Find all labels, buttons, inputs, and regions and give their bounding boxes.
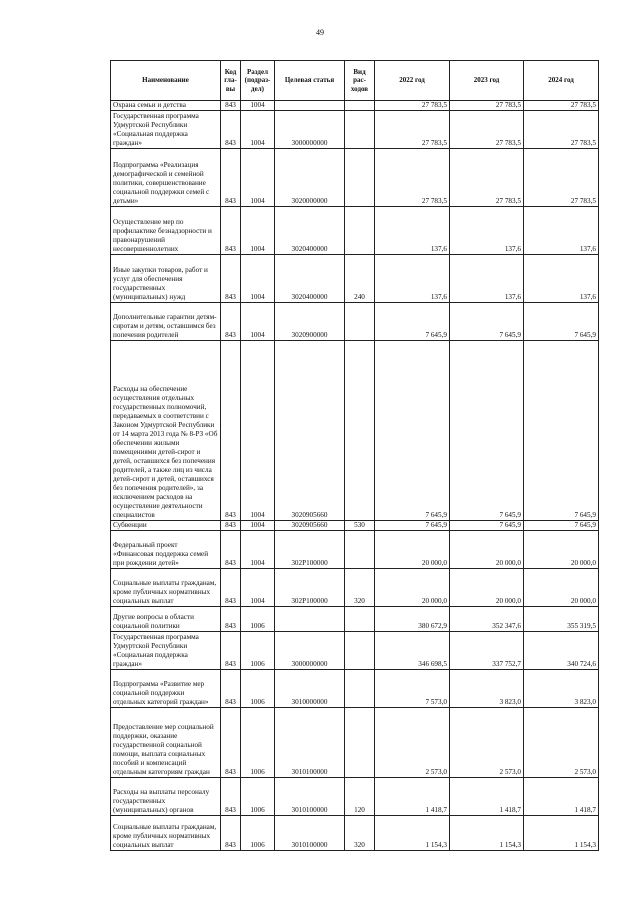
cell-name: Охрана семьи и детства (111, 101, 221, 111)
cell-type (345, 111, 375, 149)
table-row (111, 341, 599, 521)
cell-target: 3010100000 (275, 778, 345, 816)
cell-2023: 7 645,9 (450, 341, 524, 521)
cell-2023: 337 752,7 (450, 632, 524, 670)
cell-target: 3020400000 (275, 255, 345, 303)
cell-2024: 1 418,7 (524, 778, 599, 816)
cell-target: 3020905660 (275, 341, 345, 521)
cell-target (275, 101, 345, 111)
cell-name: Социальные выплаты гражданам, кроме публичных нормативных социальных выплат (111, 816, 221, 851)
cell-target: 3010000000 (275, 670, 345, 708)
page-number: 49 (316, 28, 324, 37)
cell-2024: 27 783,5 (524, 101, 599, 111)
cell-section: 1004 (241, 569, 275, 607)
header-name: Наименование (111, 61, 221, 101)
cell-2023: 20 000,0 (450, 569, 524, 607)
cell-2022: 346 698,5 (375, 632, 450, 670)
cell-section: 1004 (241, 149, 275, 207)
cell-2022: 380 672,9 (375, 607, 450, 632)
cell-name: Расходы на обеспечение осуществления отдельных государственных полномочий, передаваемых в соответствии с Законом Удмуртской Республики от 14 марта 2013 года № 8-РЗ «Об обеспечении жилыми помещениями детей-сирот и детей, оставшихся без попечения родителей, а также лиц из числа детей-сирот и детей, оставшихся без попечения родителей», за исключением расходов на осуществление деятельности специалистов (111, 341, 221, 521)
cell-2022: 1 418,7 (375, 778, 450, 816)
cell-code: 843 (221, 708, 241, 778)
cell-section: 1004 (241, 521, 275, 531)
cell-2023: 27 783,5 (450, 101, 524, 111)
cell-target: 3020905660 (275, 521, 345, 531)
cell-2024: 137,6 (524, 255, 599, 303)
cell-name: Государственная программа Удмуртской Республики «Социальная поддержка граждан» (111, 111, 221, 149)
table-row (111, 207, 599, 255)
header-type: Вид рас- ходов (345, 61, 375, 101)
table-row (111, 778, 599, 816)
cell-2022: 1 154,3 (375, 816, 450, 851)
cell-target: 3000000000 (275, 111, 345, 149)
cell-target: 302P100000 (275, 569, 345, 607)
cell-target: 3000000000 (275, 632, 345, 670)
cell-code: 843 (221, 778, 241, 816)
cell-2023: 352 347,6 (450, 607, 524, 632)
cell-name: Субвенции (111, 521, 221, 531)
cell-2022: 7 645,9 (375, 341, 450, 521)
cell-type: 120 (345, 778, 375, 816)
cell-name: Дополнительные гарантии детям-сиротам и детям, оставшимся без попечения родителей (111, 303, 221, 341)
cell-name: Иные закупки товаров, работ и услуг для обеспечения государственных (муниципальных) нужд (111, 255, 221, 303)
cell-2024: 20 000,0 (524, 569, 599, 607)
cell-section: 1006 (241, 607, 275, 632)
cell-2023: 2 573,0 (450, 708, 524, 778)
table-row (111, 531, 599, 569)
cell-2023: 1 418,7 (450, 778, 524, 816)
cell-2023: 20 000,0 (450, 531, 524, 569)
header-target: Целевая статья (275, 61, 345, 101)
cell-2022: 137,6 (375, 207, 450, 255)
cell-section: 1004 (241, 341, 275, 521)
table-row (111, 607, 599, 632)
header-2022: 2022 год (375, 61, 450, 101)
cell-name: Осуществление мер по профилактике безнадзорности и правонарушений несовершеннолетних (111, 207, 221, 255)
cell-code: 843 (221, 569, 241, 607)
cell-2024: 27 783,5 (524, 149, 599, 207)
cell-2023: 137,6 (450, 207, 524, 255)
cell-section: 1006 (241, 708, 275, 778)
cell-section: 1006 (241, 632, 275, 670)
cell-type (345, 341, 375, 521)
cell-name: Подпрограмма «Реализация демографической и семейной политики, совершенствование социальной поддержки семей с детьми» (111, 149, 221, 207)
cell-2023: 1 154,3 (450, 816, 524, 851)
cell-2024: 3 823,0 (524, 670, 599, 708)
cell-code: 843 (221, 521, 241, 531)
header-2023: 2023 год (450, 61, 524, 101)
table-row (111, 111, 599, 149)
header-section: Раздел (подраз- дел) (241, 61, 275, 101)
cell-section: 1004 (241, 255, 275, 303)
cell-2022: 7 645,9 (375, 303, 450, 341)
cell-code: 843 (221, 632, 241, 670)
cell-2023: 27 783,5 (450, 111, 524, 149)
cell-2022: 137,6 (375, 255, 450, 303)
cell-name: Подпрограмма «Развитие мер социальной поддержки отдельных категорий граждан» (111, 670, 221, 708)
table-row (111, 255, 599, 303)
header-code: Код гла- вы (221, 61, 241, 101)
cell-2023: 7 645,9 (450, 521, 524, 531)
cell-name: Расходы на выплаты персоналу государственных (муниципальных) органов (111, 778, 221, 816)
cell-2022: 7 645,9 (375, 521, 450, 531)
cell-2022: 7 573,0 (375, 670, 450, 708)
table-row (111, 708, 599, 778)
cell-2023: 3 823,0 (450, 670, 524, 708)
cell-type: 320 (345, 816, 375, 851)
cell-code: 843 (221, 111, 241, 149)
cell-type (345, 531, 375, 569)
cell-2022: 20 000,0 (375, 569, 450, 607)
table-row (111, 816, 599, 851)
cell-type: 530 (345, 521, 375, 531)
cell-section: 1004 (241, 303, 275, 341)
header-2024: 2024 год (524, 61, 599, 101)
cell-code: 843 (221, 670, 241, 708)
cell-type (345, 303, 375, 341)
cell-2024: 7 645,9 (524, 303, 599, 341)
cell-section: 1004 (241, 207, 275, 255)
cell-type (345, 207, 375, 255)
cell-target (275, 607, 345, 632)
cell-code: 843 (221, 255, 241, 303)
cell-2023: 137,6 (450, 255, 524, 303)
cell-2022: 27 783,5 (375, 111, 450, 149)
cell-2024: 7 645,9 (524, 341, 599, 521)
cell-target: 3010100000 (275, 708, 345, 778)
cell-2024: 27 783,5 (524, 111, 599, 149)
cell-target: 3010100000 (275, 816, 345, 851)
cell-2022: 2 573,0 (375, 708, 450, 778)
cell-type (345, 632, 375, 670)
cell-code: 843 (221, 341, 241, 521)
cell-target: 302P100000 (275, 531, 345, 569)
cell-section: 1006 (241, 816, 275, 851)
cell-2024: 20 000,0 (524, 531, 599, 569)
cell-2023: 27 783,5 (450, 149, 524, 207)
cell-2024: 340 724,6 (524, 632, 599, 670)
cell-2022: 20 000,0 (375, 531, 450, 569)
cell-code: 843 (221, 816, 241, 851)
cell-name: Другие вопросы в области социальной политики (111, 607, 221, 632)
cell-type: 320 (345, 569, 375, 607)
cell-target: 3020900000 (275, 303, 345, 341)
cell-2024: 7 645,9 (524, 521, 599, 531)
cell-section: 1006 (241, 778, 275, 816)
table-row (111, 632, 599, 670)
table-row (111, 149, 599, 207)
cell-2024: 137,6 (524, 207, 599, 255)
cell-section: 1004 (241, 111, 275, 149)
cell-name: Государственная программа Удмуртской Республики «Социальная поддержка граждан» (111, 632, 221, 670)
cell-type (345, 607, 375, 632)
cell-type (345, 101, 375, 111)
cell-section: 1004 (241, 531, 275, 569)
table-row (111, 521, 599, 531)
cell-section: 1006 (241, 670, 275, 708)
cell-type: 240 (345, 255, 375, 303)
cell-code: 843 (221, 607, 241, 632)
cell-code: 843 (221, 531, 241, 569)
table-row (111, 569, 599, 607)
cell-type (345, 670, 375, 708)
cell-type (345, 708, 375, 778)
cell-2022: 27 783,5 (375, 149, 450, 207)
cell-code: 843 (221, 207, 241, 255)
cell-code: 843 (221, 101, 241, 111)
cell-type (345, 149, 375, 207)
cell-2024: 1 154,3 (524, 816, 599, 851)
header-row (111, 61, 599, 101)
budget-table (110, 60, 599, 851)
cell-code: 843 (221, 149, 241, 207)
table-row (111, 303, 599, 341)
table-row (111, 670, 599, 708)
cell-target: 3020000000 (275, 149, 345, 207)
cell-name: Предоставление мер социальной поддержки, оказание государственной социальной помощи, выплата социальных пособий и компенсаций отдельным категориям граждан (111, 708, 221, 778)
cell-code: 843 (221, 303, 241, 341)
cell-2022: 27 783,5 (375, 101, 450, 111)
cell-section: 1004 (241, 101, 275, 111)
cell-2024: 355 319,5 (524, 607, 599, 632)
cell-2023: 7 645,9 (450, 303, 524, 341)
cell-target: 3020400000 (275, 207, 345, 255)
table-row (111, 101, 599, 111)
cell-name: Федеральный проект «Финансовая поддержка семей при рождении детей» (111, 531, 221, 569)
cell-2024: 2 573,0 (524, 708, 599, 778)
cell-name: Социальные выплаты гражданам, кроме публичных нормативных социальных выплат (111, 569, 221, 607)
